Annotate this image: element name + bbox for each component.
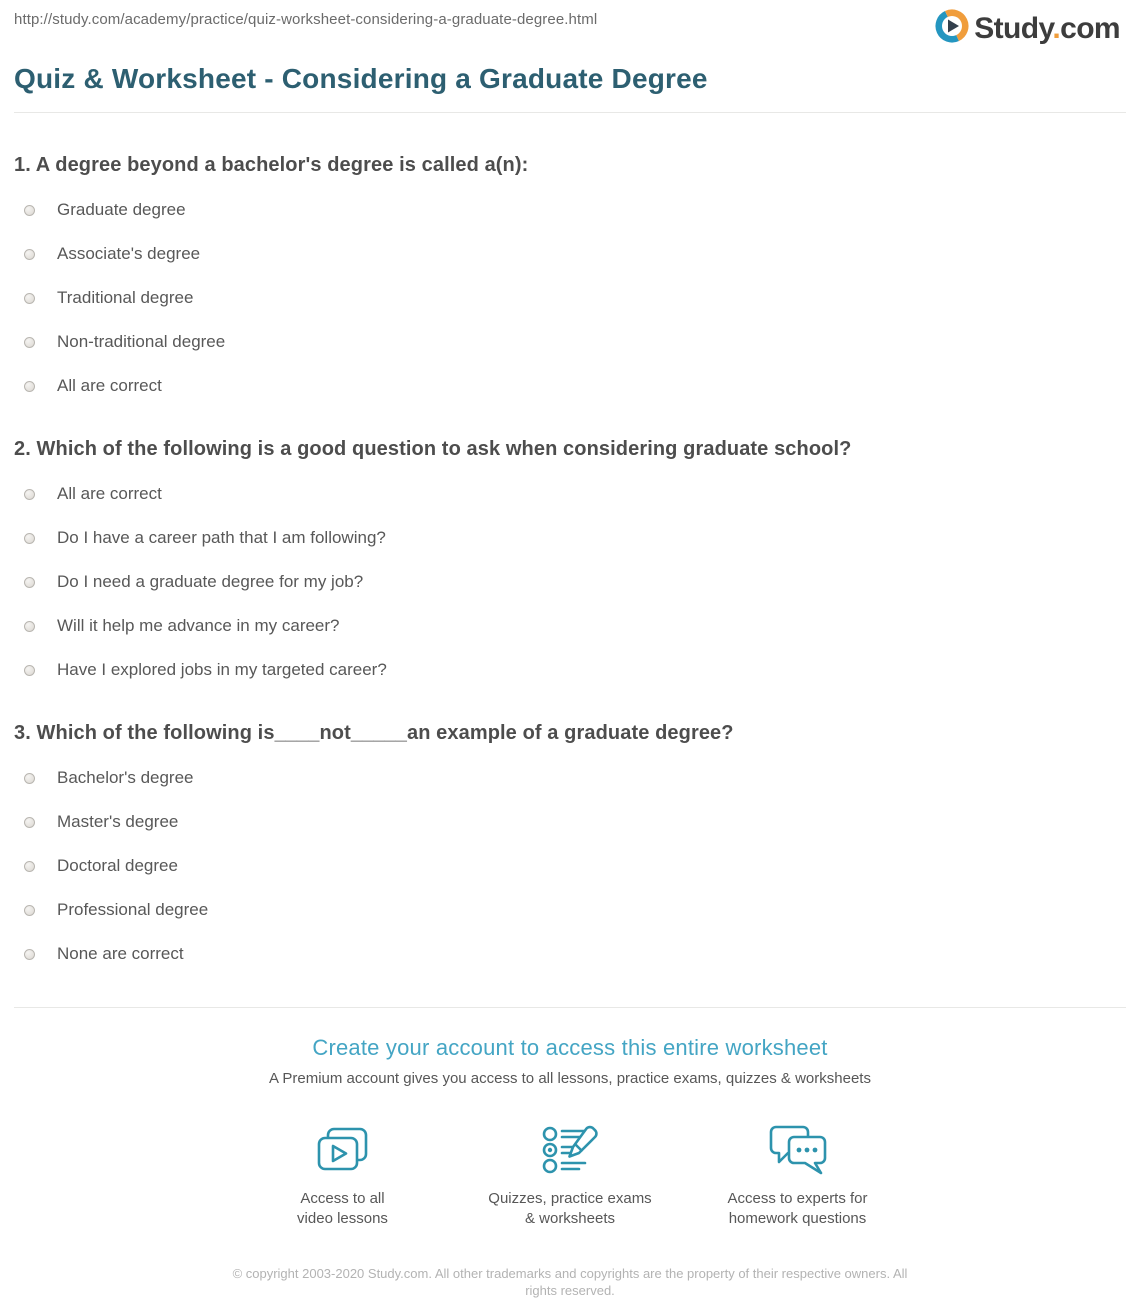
question-3-option-5[interactable] bbox=[14, 943, 1126, 965]
radio-button[interactable] bbox=[24, 577, 35, 588]
question-3-option-4[interactable] bbox=[14, 899, 1126, 921]
question-2-option-4[interactable] bbox=[14, 615, 1126, 637]
studycom-logo-icon bbox=[935, 9, 969, 48]
radio-button[interactable] bbox=[24, 293, 35, 304]
option-label[interactable]: All are correct bbox=[57, 484, 162, 503]
quizzes-worksheets-icon bbox=[541, 1121, 599, 1179]
question-1-option-5[interactable] bbox=[14, 375, 1126, 397]
radio-button[interactable] bbox=[24, 337, 35, 348]
divider bbox=[14, 112, 1126, 113]
question-1-option-2[interactable] bbox=[14, 243, 1126, 265]
video-lessons-icon bbox=[316, 1121, 370, 1179]
option-label[interactable]: Non-traditional degree bbox=[57, 332, 226, 351]
question-2-heading: 2. Which of the following is a good question to ask when considering graduate school? bbox=[14, 438, 852, 460]
question-3 bbox=[14, 722, 1126, 965]
question-3-option-1[interactable] bbox=[14, 767, 1126, 789]
option-label[interactable]: Have I explored jobs in my targeted career? bbox=[57, 660, 387, 679]
question-1-heading: 1. A degree beyond a bachelor's degree is called a(n): bbox=[14, 154, 529, 176]
question-2-option-5[interactable] bbox=[14, 659, 1126, 681]
option-label[interactable]: Do I need a graduate degree for my job? bbox=[57, 572, 364, 591]
feature-caption: Access to all video lessons bbox=[297, 1190, 388, 1227]
option-label[interactable]: Traditional degree bbox=[57, 288, 194, 307]
option-label[interactable]: Professional degree bbox=[57, 900, 209, 919]
cta-subheading: A Premium account gives you access to all lessons, practice exams, quizzes & worksheets bbox=[269, 1070, 871, 1087]
cta-section bbox=[14, 1035, 1126, 1229]
feature-caption: Access to experts for homework questions bbox=[727, 1190, 868, 1227]
radio-button[interactable] bbox=[24, 905, 35, 916]
question-1-option-4[interactable] bbox=[14, 331, 1126, 353]
feature-quizzes-worksheets bbox=[468, 1121, 673, 1229]
question-2 bbox=[14, 438, 1126, 681]
option-label[interactable]: Will it help me advance in my career? bbox=[57, 616, 340, 635]
question-3-option-3[interactable] bbox=[14, 855, 1126, 877]
studycom-logo-text: Study.com bbox=[974, 11, 1120, 45]
page-title: Quiz & Worksheet - Considering a Graduate Degree bbox=[14, 63, 708, 94]
question-2-option-1[interactable] bbox=[14, 483, 1126, 505]
option-label[interactable]: Doctoral degree bbox=[57, 856, 178, 875]
radio-button[interactable] bbox=[24, 665, 35, 676]
option-label[interactable]: Do I have a career path that I am following? bbox=[57, 528, 386, 547]
cta-heading: Create your account to access this entire worksheet bbox=[312, 1035, 828, 1060]
feature-expert-help bbox=[695, 1121, 900, 1229]
radio-button[interactable] bbox=[24, 773, 35, 784]
question-3-heading: 3. Which of the following is____not_____an example of a graduate degree? bbox=[14, 722, 734, 744]
features-row bbox=[240, 1121, 900, 1229]
expert-help-icon bbox=[769, 1121, 827, 1179]
question-2-option-2[interactable] bbox=[14, 527, 1126, 549]
radio-button[interactable] bbox=[24, 381, 35, 392]
option-label[interactable]: Master's degree bbox=[57, 812, 179, 831]
radio-button[interactable] bbox=[24, 949, 35, 960]
radio-button[interactable] bbox=[24, 489, 35, 500]
question-1-option-1[interactable] bbox=[14, 199, 1126, 221]
feature-caption: Quizzes, practice exams & worksheets bbox=[488, 1190, 652, 1227]
option-label[interactable]: Graduate degree bbox=[57, 200, 186, 219]
question-1-option-3[interactable] bbox=[14, 287, 1126, 309]
radio-button[interactable] bbox=[24, 205, 35, 216]
page-url: http://study.com/academy/practice/quiz-worksheet-considering-a-graduate-degree.html bbox=[14, 11, 598, 28]
radio-button[interactable] bbox=[24, 861, 35, 872]
copyright-notice: © copyright 2003-2020 Study.com. All other trademarks and copyrights are the property of their respective owners. All rights reserved. bbox=[232, 1266, 908, 1298]
option-label[interactable]: All are correct bbox=[57, 376, 162, 395]
option-label[interactable]: Associate's degree bbox=[57, 244, 201, 263]
radio-button[interactable] bbox=[24, 249, 35, 260]
option-label[interactable]: Bachelor's degree bbox=[57, 768, 194, 787]
divider bbox=[14, 1007, 1126, 1008]
question-2-option-3[interactable] bbox=[14, 571, 1126, 593]
question-1 bbox=[14, 154, 1126, 397]
feature-video-lessons bbox=[240, 1121, 445, 1229]
option-label[interactable]: None are correct bbox=[57, 944, 184, 963]
radio-button[interactable] bbox=[24, 817, 35, 828]
radio-button[interactable] bbox=[24, 533, 35, 544]
radio-button[interactable] bbox=[24, 621, 35, 632]
question-3-option-2[interactable] bbox=[14, 811, 1126, 833]
studycom-logo[interactable] bbox=[935, 9, 1120, 48]
